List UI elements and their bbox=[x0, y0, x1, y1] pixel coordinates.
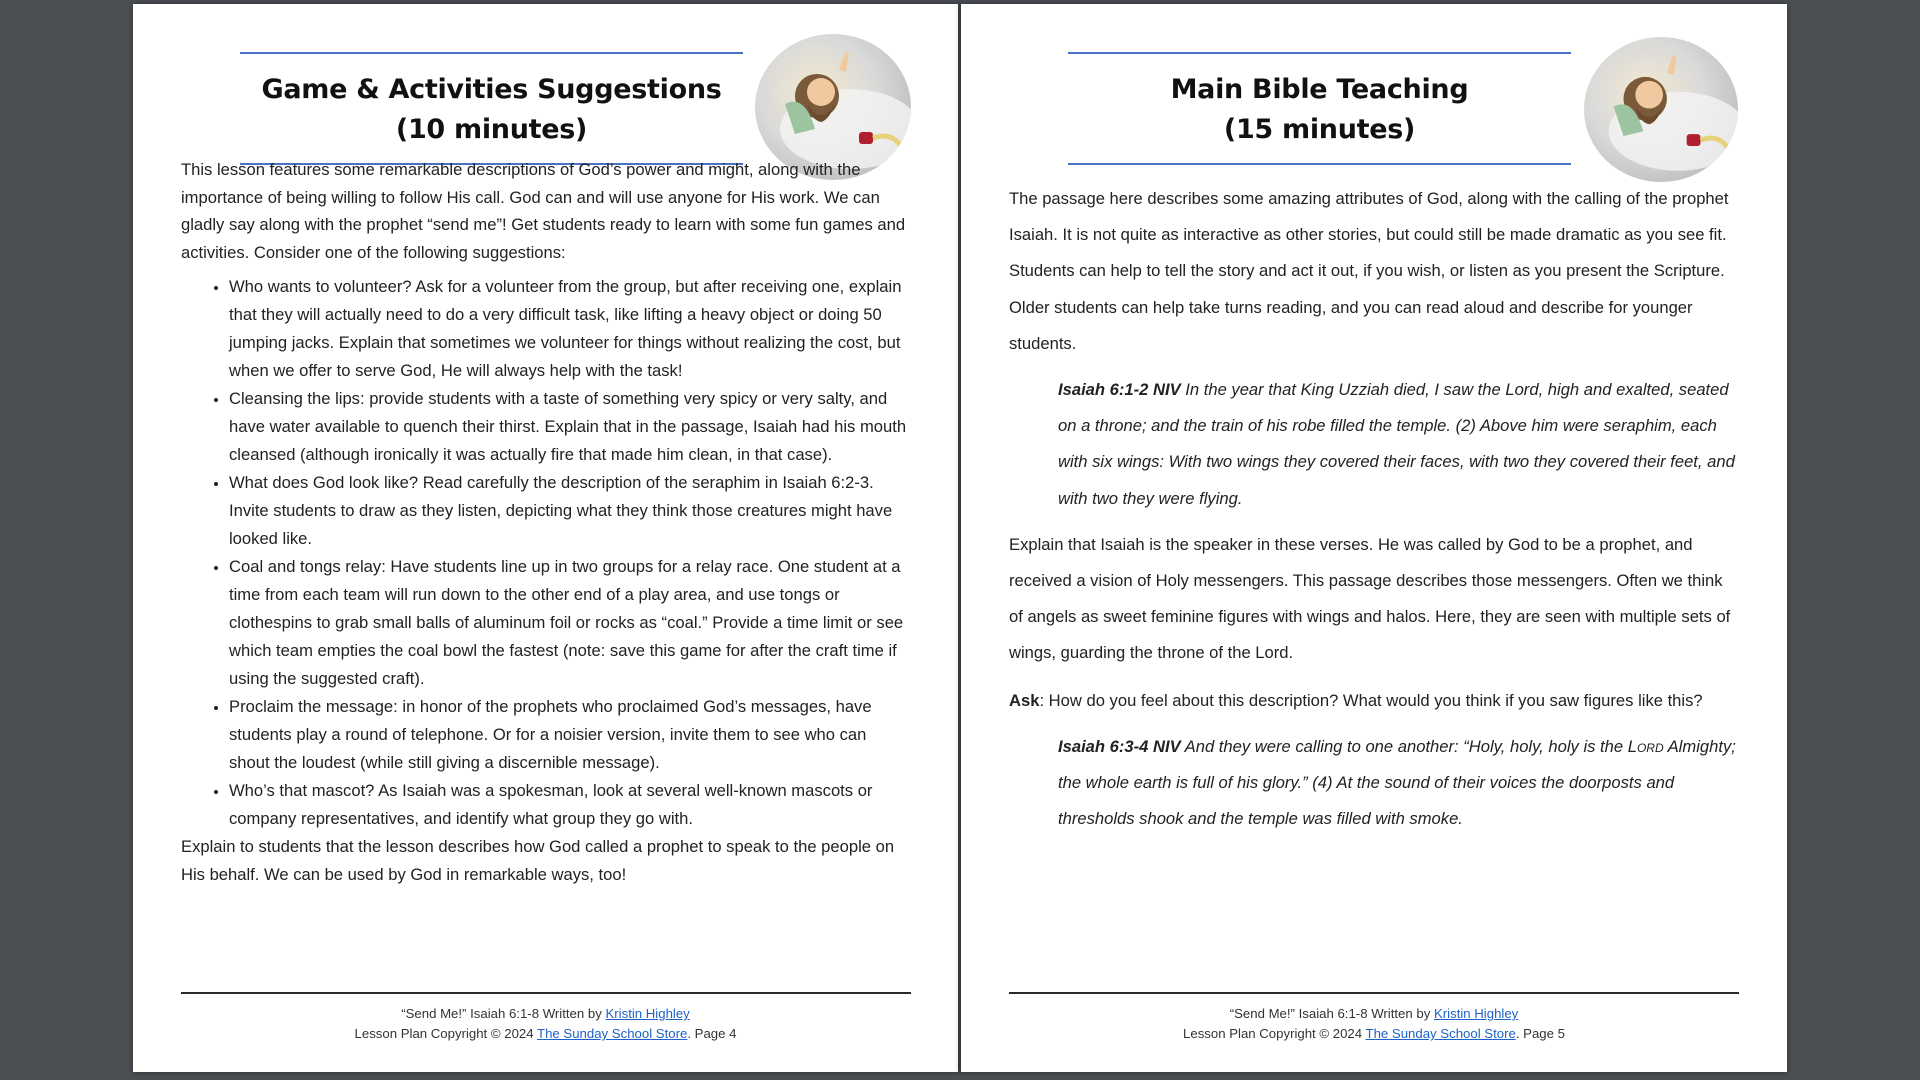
title-line-2: (10 minutes) bbox=[395, 114, 588, 145]
author-link[interactable]: Kristin Highley bbox=[1433, 1006, 1519, 1021]
page-number: . Page 4 bbox=[687, 1026, 737, 1041]
suggestions-list bbox=[181, 273, 911, 833]
title-line-1: Main Bible Teaching bbox=[1170, 74, 1469, 105]
scripture-passage-1 bbox=[1058, 372, 1739, 517]
section-header bbox=[240, 52, 743, 166]
document-page-4 bbox=[133, 4, 958, 1072]
title-line-1: Game & Activities Suggestions bbox=[261, 74, 722, 105]
page-body bbox=[181, 156, 911, 888]
closing-paragraph: Explain to students that the lesson describes how God called a prophet to speak to the people on His behalf. We can be used by God in remarkable ways, too! bbox=[181, 837, 895, 884]
header-rule-top bbox=[1068, 52, 1571, 54]
footer-rule bbox=[181, 992, 911, 994]
document-page-5 bbox=[961, 4, 1787, 1072]
isaiah-illustration bbox=[1584, 37, 1738, 182]
author-link[interactable]: Kristin Highley bbox=[605, 1006, 690, 1021]
scripture-text: Almighty; the whole earth is full of his glory.” (4) At the sound of their voices the doorposts and thresholds shook and the temple was filled with smoke. bbox=[1058, 736, 1736, 829]
ask-text: : How do you feel about this description? What would you think if you saw figures like this? bbox=[1039, 690, 1703, 710]
list-item: • Cleansing the lips: provide students with a taste of something very spicy or very salty, and have water available to quench their thirst. Explain that in the passage, Isaiah had his mouth cleansed (although ironically it was actually fire that made him clean, in that case). bbox=[229, 385, 911, 469]
list-item: • What does God look like? Read carefully the description of the seraphim in Isaiah 6:2-3. Invite students to draw as they listen, depicting what they think those creatures might have looked like. bbox=[229, 469, 911, 553]
scripture-text: In the year that King Uzziah died, I saw the Lord, high and exalted, seated on a throne; and the train of his robe filled the temple. (2) Above him were seraphim, each with six wings: With two wings they covered their faces, with two they covered their feet, and with two they were flying. bbox=[1058, 380, 1735, 508]
explain-paragraph: Explain that Isaiah is the speaker in these verses. He was called by God to be a prophet, and received a vision of Holy messengers. This passage describes those messengers. Often we think of angels as sweet feminine figures with wings and halos. Here, they are seen with multiple sets of wings, guarding the throne of the Lord. bbox=[1009, 534, 1731, 663]
intro-paragraph: This lesson features some remarkable descriptions of God’s power and might, along with the importance of being willing to follow His call. God can and will use anyone for His work. We can gladly say along with the prophet “send me”! Get students ready to learn with some fun games and activities. Consider one of the following suggestions: bbox=[181, 160, 906, 262]
footer-copyright: Lesson Plan Copyright © 2024 bbox=[354, 1026, 538, 1041]
page-footer bbox=[133, 1004, 958, 1044]
scripture-text: And they were calling to one another: “Holy, holy, holy is the bbox=[1180, 736, 1628, 756]
footer-line-2 bbox=[133, 1024, 958, 1044]
section-header bbox=[1068, 52, 1571, 166]
list-item: • Coal and tongs relay: Have students line up in two groups for a relay race. One student at a time from each team will run down to the other end of a play area, and use tongs or clothespins to grab small balls of aluminum foil or rocks as “coal.” Provide a time limit or see which team empties the coal bowl the fastest (note: save this game for after the craft time if using the suggested craft). bbox=[229, 553, 911, 693]
section-title bbox=[240, 70, 743, 150]
ask-label: Ask bbox=[1009, 690, 1040, 710]
intro-paragraph: The passage here describes some amazing attributes of God, along with the calling of the prophet Isaiah. It is not quite as interactive as other stories, but could still be made dramatic as you see fit. Students can help to tell the story and act it out, if you wish, or listen as you present the Scripture. Older students can help take turns reading, and you can read aloud and describe for younger students. bbox=[1009, 189, 1729, 353]
footer-rule bbox=[1009, 992, 1739, 994]
list-item: • Who wants to volunteer? Ask for a volunteer from the group, but after receiving one, explain that they will actually need to do a very difficult task, like lifting a heavy object or doing 50 jumping jacks. Explain that sometimes we volunteer for things without realizing the cost, but when we offer to serve God, He will always help with the task! bbox=[229, 273, 911, 385]
scripture-passage-2 bbox=[1058, 729, 1739, 838]
ask-paragraph bbox=[1009, 683, 1739, 719]
list-item: • Who’s that mascot? As Isaiah was a spokesman, look at several well-known mascots or company representatives, and identify what group they go with. bbox=[229, 777, 911, 833]
lord-small-caps: Lord bbox=[1627, 736, 1664, 756]
list-item: • Proclaim the message: in honor of the prophets who proclaimed God’s messages, have students play a round of telephone. Or for a noisier version, invite them to see who can shout the loudest (while still giving a discernible message). bbox=[229, 693, 911, 777]
footer-copyright: Lesson Plan Copyright © 2024 bbox=[1183, 1026, 1366, 1041]
section-title bbox=[1068, 70, 1571, 150]
header-rule-top bbox=[240, 52, 743, 54]
page-footer bbox=[961, 1004, 1787, 1044]
page-body bbox=[1009, 181, 1739, 847]
footer-credit: “Send Me!” Isaiah 6:1-8 Written by bbox=[401, 1006, 606, 1021]
store-link[interactable]: The Sunday School Store bbox=[537, 1026, 688, 1041]
footer-line-2 bbox=[961, 1024, 1787, 1044]
scripture-reference: Isaiah 6:3-4 NIV bbox=[1058, 736, 1181, 756]
footer-credit: “Send Me!” Isaiah 6:1-8 Written by bbox=[1229, 1006, 1434, 1021]
footer-line-1 bbox=[133, 1004, 958, 1024]
scripture-reference: Isaiah 6:1-2 NIV bbox=[1058, 380, 1181, 400]
page-number: . Page 5 bbox=[1515, 1026, 1565, 1041]
store-link[interactable]: The Sunday School Store bbox=[1365, 1026, 1516, 1041]
title-line-2: (15 minutes) bbox=[1223, 114, 1416, 145]
footer-line-1 bbox=[961, 1004, 1787, 1024]
header-rule-bottom bbox=[1068, 163, 1571, 165]
